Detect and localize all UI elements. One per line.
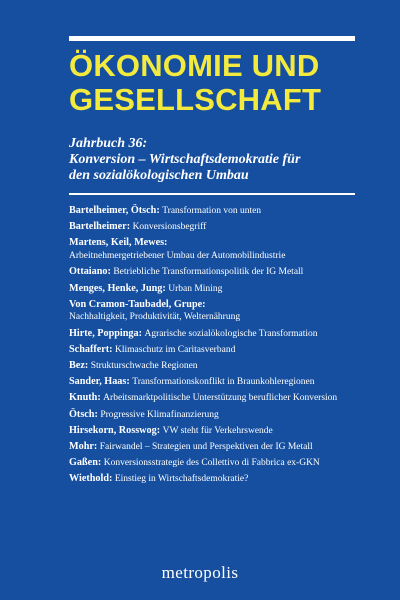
contents-entry <box>69 205 369 221</box>
entry-title: Nachhaltigkeit, Produktivität, Welternährung <box>69 312 241 323</box>
entry-authors: Hirsekorn, Rosswog: <box>69 424 161 436</box>
entry-title: Betriebliche Transformationspolitik der IG Metall <box>113 267 304 278</box>
entry-title: Arbeitsmarktpolitische Unterstützung beruflicher Konversion <box>103 393 338 404</box>
entry-authors: Ötsch: <box>69 408 98 420</box>
entry-title: Klimaschutz im Caritasverband <box>115 344 236 355</box>
series-title-line-2: GESELLSCHAFT <box>69 82 322 117</box>
contents-entry <box>69 473 369 489</box>
volume-subtitle-line-2: den sozialökologischen Umbau <box>69 168 249 183</box>
volume-heading <box>69 136 369 184</box>
entry-title: Konversionsbegriff <box>132 222 207 233</box>
entry-authors: Von Cramon-Taubadel, Grupe: <box>69 298 206 310</box>
contents-entry <box>69 441 369 457</box>
entry-title: Transformationskonflikt in Braunkohleregionen <box>132 377 315 388</box>
contents-entry <box>69 425 369 441</box>
contents-entry <box>69 360 369 376</box>
entry-title: VW steht für Verkehrswende <box>162 425 273 436</box>
entry-authors: Menges, Henke, Jung: <box>69 282 166 294</box>
entry-title: Strukturschwache Regionen <box>90 361 198 372</box>
entry-title: Transformation von unten <box>162 206 262 216</box>
contents-entry <box>69 392 369 408</box>
contents-entry <box>69 266 369 282</box>
contents-entry <box>69 221 369 237</box>
entry-title: Konversionsstrategie des Collettivo di Fabbrica ex-GKN <box>103 458 320 469</box>
contents-entry <box>69 457 369 473</box>
contents-entry <box>69 344 369 360</box>
entry-authors: Schaffert: <box>69 343 113 355</box>
entry-authors: Gaßen: <box>69 457 102 469</box>
contents-entry <box>69 376 369 392</box>
contents-entry <box>69 299 369 328</box>
contents-entry <box>69 409 369 425</box>
top-rule <box>69 36 355 41</box>
entry-authors: Bartelheimer, Ötsch: <box>69 205 160 216</box>
series-title-line-1: ÖKONOMIE UND <box>69 48 320 83</box>
contents-entry <box>69 283 369 299</box>
entry-authors: Sander, Haas: <box>69 376 130 388</box>
divider-rule <box>69 193 355 195</box>
volume-label: Jahrbuch 36: <box>69 136 148 151</box>
entry-authors: Bartelheimer: <box>69 221 131 233</box>
entry-title: Progressive Klimafinanzierung <box>100 409 219 420</box>
entry-authors: Wiethold: <box>69 473 113 485</box>
entry-title: Agrarische sozialökologische Transformation <box>144 328 318 339</box>
entry-authors: Hirte, Poppinga: <box>69 327 143 339</box>
publisher-name: metropolis <box>161 563 239 582</box>
entry-title: Arbeitnehmergetriebener Umbau der Automobilindustrie <box>69 250 286 261</box>
entry-authors: Mohr: <box>69 441 98 453</box>
entry-authors: Knuth: <box>69 392 101 404</box>
entry-title: Fairwandel – Strategien und Perspektiven der IG Metall <box>99 442 313 453</box>
contents-entry <box>69 237 369 266</box>
contents-list <box>69 205 369 490</box>
volume-subtitle-line-1: Konversion – Wirtschaftsdemokratie für <box>69 152 301 167</box>
contents-entry <box>69 328 369 344</box>
entry-authors: Martens, Keil, Mewes: <box>69 237 168 249</box>
entry-title: Urban Mining <box>168 283 223 294</box>
publisher-logo <box>0 563 400 583</box>
entry-authors: Ottaiano: <box>69 266 111 278</box>
entry-authors: Bez: <box>69 360 89 372</box>
series-title <box>69 49 369 117</box>
entry-title: Einstieg in Wirtschaftsdemokratie? <box>114 474 249 485</box>
